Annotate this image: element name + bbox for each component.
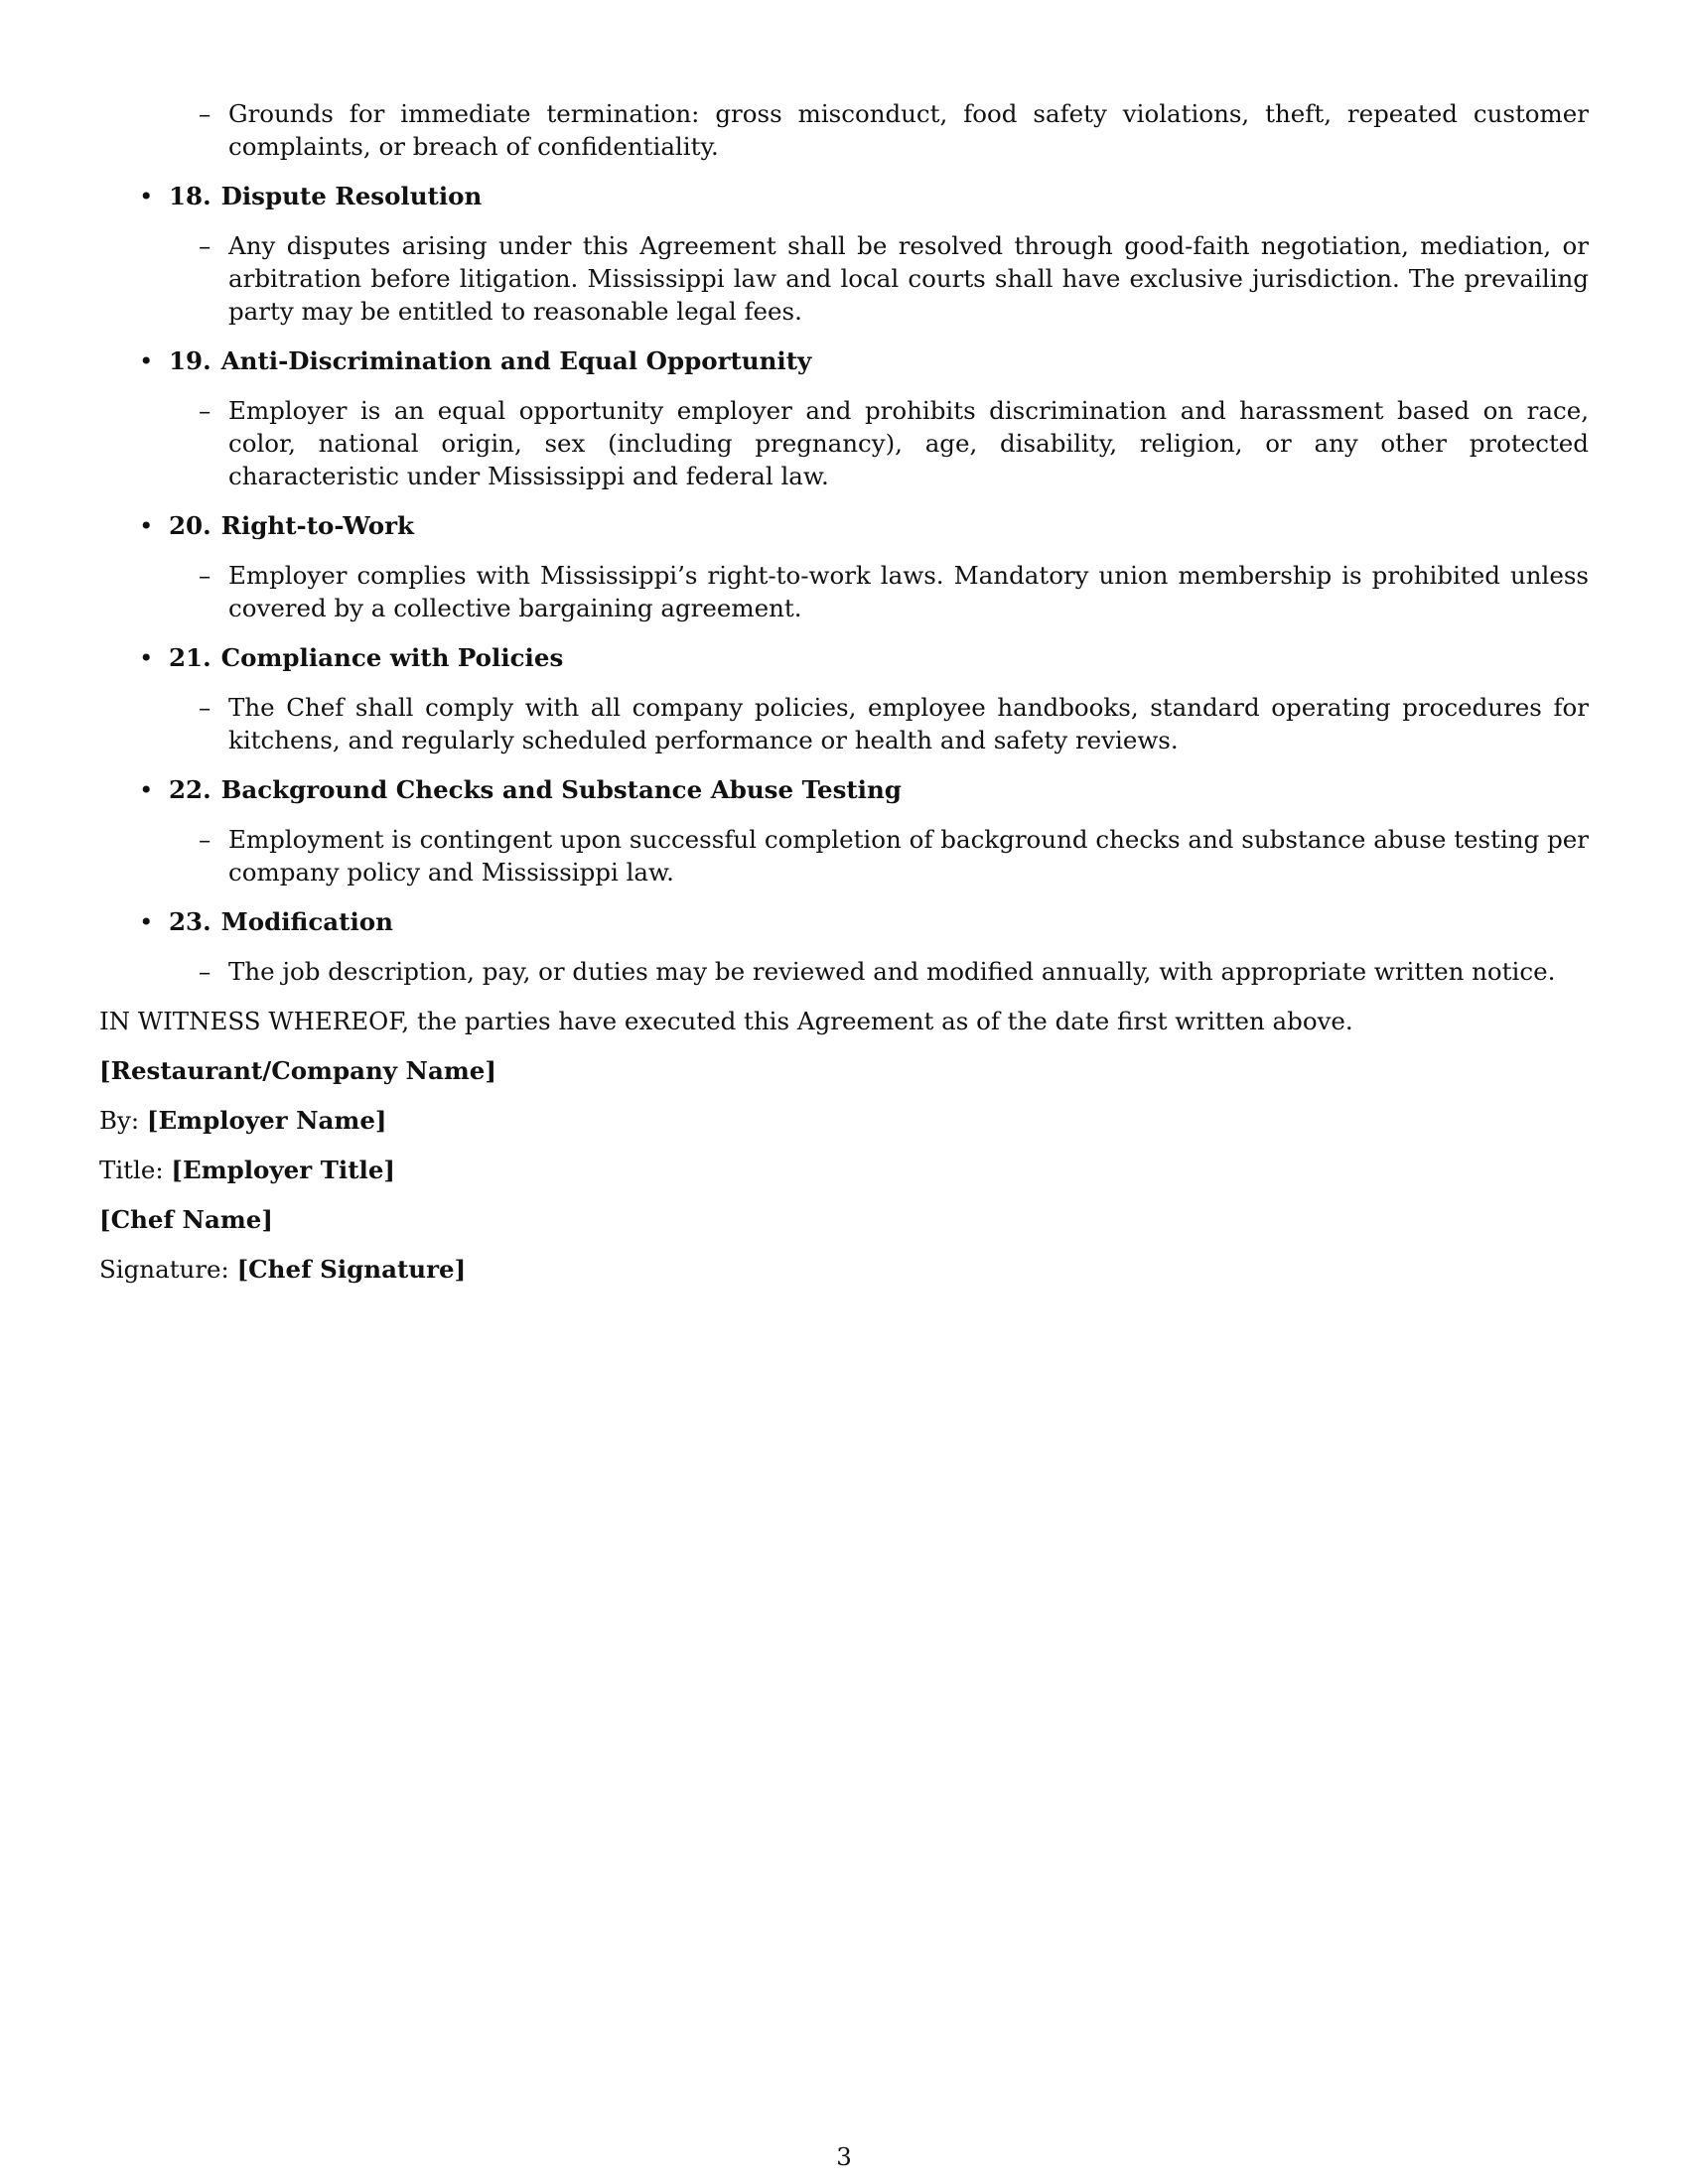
witness-clause: IN WITNESS WHEREOF, the parties have executed this Agreement as of the date first written above. xyxy=(99,1007,1353,1035)
bullet-marker: • xyxy=(139,511,154,540)
section-number: 20. xyxy=(169,511,211,540)
list-item-text: Employment is contingent upon successful completion of background checks and substance abuse testing per company policy and Mississippi law. xyxy=(228,825,1589,887)
list-item-text: Any disputes arising under this Agreement shall be resolved through good-faith negotiation, mediation, or arbitration before litigation. Mississippi law and local courts shall have exclusive jurisdiction. The prevailing party may be entitled to reasonable legal fees. xyxy=(228,231,1589,326)
list-item xyxy=(199,955,1589,988)
section-title: Background Checks and Substance Abuse Testing xyxy=(220,775,902,804)
signature-label: Signature: xyxy=(99,1255,229,1284)
bullet-marker: • xyxy=(139,907,154,936)
bullet-marker: • xyxy=(139,643,154,672)
dash-marker: – xyxy=(199,99,211,128)
title-label: Title: xyxy=(99,1156,164,1184)
list-item xyxy=(199,229,1589,328)
section-number: 18. xyxy=(169,182,211,210)
dash-marker: – xyxy=(199,231,211,260)
document-body xyxy=(99,97,1589,1286)
employer-name-line xyxy=(99,1104,1589,1137)
list-item-text: The Chef shall comply with all company policies, employee handbooks, standard operating procedures for kitchens, and regularly scheduled performance or health and safety reviews. xyxy=(228,693,1589,754)
section-title: Anti-Discrimination and Equal Opportunity xyxy=(220,346,812,375)
section-heading xyxy=(139,905,1589,938)
section-heading xyxy=(139,641,1589,674)
list-item xyxy=(199,394,1589,492)
by-label: By: xyxy=(99,1106,140,1135)
list-item xyxy=(199,691,1589,756)
section-number: 22. xyxy=(169,775,211,804)
section-title: Dispute Resolution xyxy=(220,182,483,210)
section-title: Right-to-Work xyxy=(220,511,414,540)
section-heading xyxy=(139,773,1589,806)
bullet-marker: • xyxy=(139,182,154,210)
dash-marker: – xyxy=(199,561,211,590)
page-number: 3 xyxy=(836,2142,852,2171)
list-item-text: Employer complies with Mississippi’s right-to-work laws. Mandatory union membership is prohibited unless covered by a collective bargaining agreement. xyxy=(228,561,1589,622)
dash-marker: – xyxy=(199,957,211,986)
section-heading xyxy=(139,509,1589,542)
dash-marker: – xyxy=(199,396,211,425)
section-heading xyxy=(139,344,1589,377)
section-number: 23. xyxy=(169,907,211,936)
section-number: 21. xyxy=(169,643,211,672)
chef-signature-line xyxy=(99,1253,1589,1286)
list-item-text: The job description, pay, or duties may be reviewed and modified annually, with appropriate written notice. xyxy=(228,957,1556,986)
section-title: Modification xyxy=(220,907,393,936)
dash-marker: – xyxy=(199,693,211,722)
section-heading xyxy=(139,180,1589,212)
bullet-marker: • xyxy=(139,775,154,804)
list-item xyxy=(199,823,1589,888)
list-item-text: Grounds for immediate termination: gross misconduct, food safety violations, theft, repeated customer complaints, or breach of confidentiality. xyxy=(228,99,1589,161)
section-title: Compliance with Policies xyxy=(220,643,564,672)
company-name-line xyxy=(99,1054,1589,1087)
section-number: 19. xyxy=(169,346,211,375)
bullet-marker: • xyxy=(139,346,154,375)
company-name: [Restaurant/Company Name] xyxy=(99,1056,496,1085)
employer-name: [Employer Name] xyxy=(146,1106,387,1135)
list-item xyxy=(199,97,1589,163)
dash-marker: – xyxy=(199,825,211,854)
chef-name: [Chef Name] xyxy=(99,1205,273,1234)
employer-title-line xyxy=(99,1154,1589,1186)
list-item-text: Employer is an equal opportunity employer and prohibits discrimination and harassment based on race, color, national origin, sex (including pregnancy), age, disability, religion, or any other protected characteristic under Mississippi and federal law. xyxy=(228,396,1589,490)
chef-signature: [Chef Signature] xyxy=(236,1255,467,1284)
list-item xyxy=(199,559,1589,624)
employer-title: [Employer Title] xyxy=(171,1156,395,1184)
chef-name-line xyxy=(99,1203,1589,1236)
